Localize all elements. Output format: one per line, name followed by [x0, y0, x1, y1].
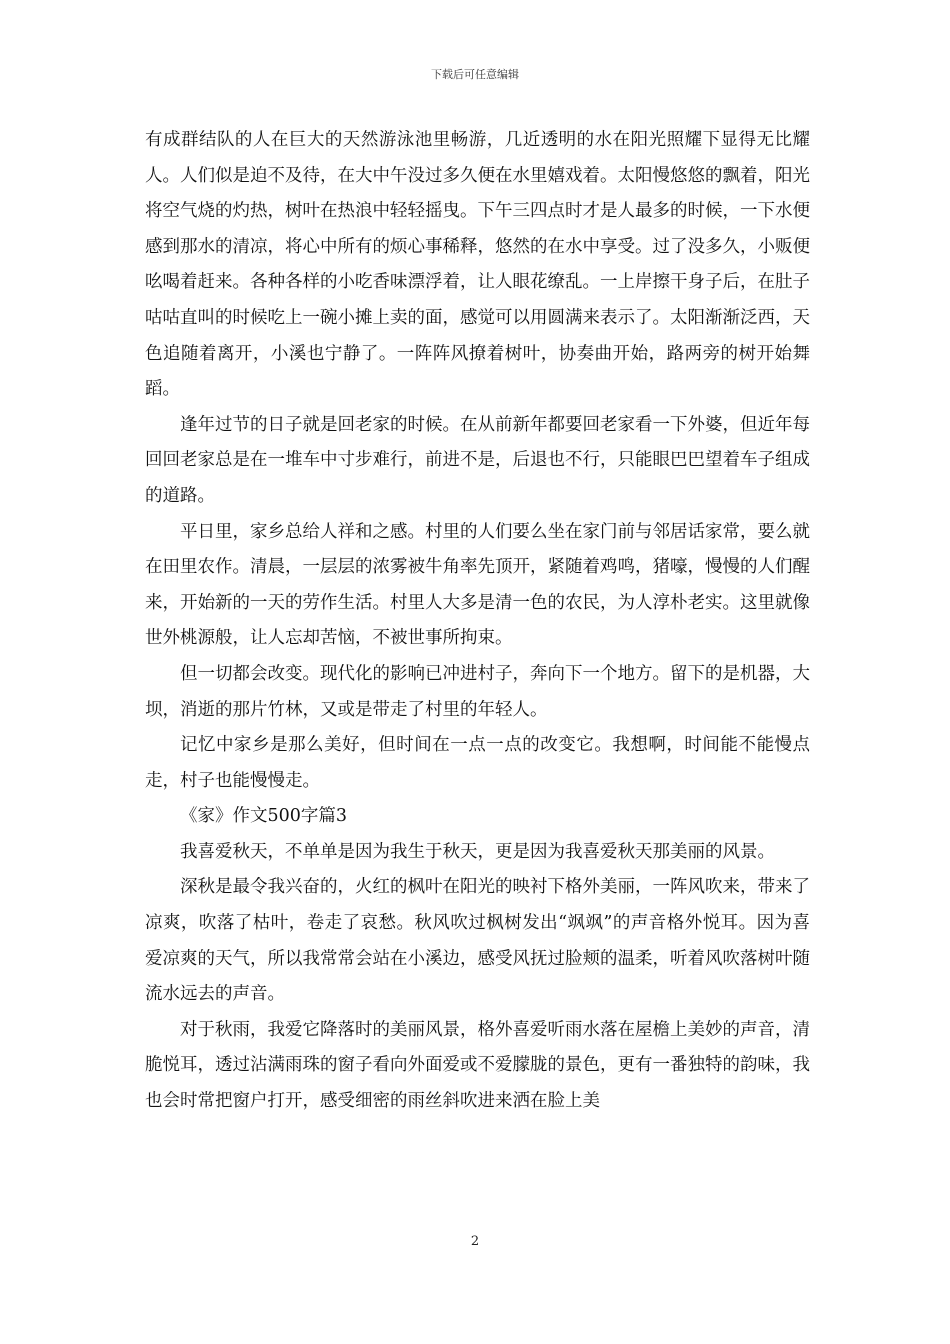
paragraph-4: 但一切都会改变。现代化的影响已冲进村子，奔向下一个地方。留下的是机器，大坝，消逝的那片竹林，又或是带走了村里的年轻人。 [145, 663, 810, 720]
paragraph-5: 记忆中家乡是那么美好，但时间在一点一点的改变它。我想啊，时间能不能慢点走，村子也能慢慢走。 [145, 735, 810, 791]
paragraph-3: 平日里，家乡总给人祥和之感。村里的人们要么坐在家门前与邻居话家常，要么就在田里农作。清晨，一层层的浓雾被牛角率先顶开，紧随着鸡鸣，猪嚎，慢慢的人们醒来，开始新的一天的劳作生活。村里人大多是清一色的农民，为人淳朴老实。这里就像世外桃源般，让人忘却苦恼，不被世事所拘束。 [145, 521, 810, 649]
page-number: 2 [470, 1234, 480, 1249]
page-header: 下载后可任意编辑 [431, 68, 519, 81]
paragraph-8: 对于秋雨，我爱它降落时的美丽风景，格外喜爱听雨水落在屋檐上美妙的声音，清脆悦耳，透过沾满雨珠的窗子看向外面爱或不爱朦胧的景色，更有一番独特的韵味，我也会时常把窗户打开，感受细密的雨丝斜吹进来洒在脸上美 [145, 1019, 810, 1112]
section-heading: 《家》作文500字篇3 [180, 806, 348, 827]
document-body [145, 123, 810, 1120]
paragraph-2: 逢年过节的日子就是回老家的时候。在从前新年都要回老家看一下外婆，但近年每回回老家总是在一堆车中寸步难行，前进不是，后退也不行，只能眼巴巴望着车子组成的道路。 [145, 414, 810, 506]
paragraph-1: 有成群结队的人在巨大的天然游泳池里畅游，几近透明的水在阳光照耀下显得无比耀人。人们似是迫不及待，在大中午没过多久便在水里嬉戏着。太阳慢悠悠的飘着，阳光将空气烧的灼热，树叶在热浪中轻轻摇曳。下午三四点时才是人最多的时候，一下水便感到那水的清凉，将心中所有的烦心事稀释，悠然的在水中享受。过了没多久，小贩便吆喝着赶来。各种各样的小吃香味漂浮着，让人眼花缭乱。一上岸擦干身子后，在肚子咕咕直叫的时候吃上一碗小摊上卖的面，感觉可以用圆满来表示了。太阳渐渐泛西，天色追随着离开，小溪也宁静了。一阵阵风撩着树叶，协奏曲开始，路两旁的树开始舞蹈。 [145, 130, 810, 400]
paragraph-6: 我喜爱秋天，不单单是因为我生于秋天，更是因为我喜爱秋天那美丽的风景。 [180, 841, 775, 862]
paragraph-7: 深秋是最令我兴奋的，火红的枫叶在阳光的映衬下格外美丽，一阵风吹来，带来了凉爽，吹落了枯叶，卷走了哀愁。秋风吹过枫树发出“飒飒”的声音格外悦耳。因为喜爱凉爽的天气，所以我常常会站在小溪边，感受风抚过脸颊的温柔，听着风吹落树叶随流水远去的声音。 [145, 877, 810, 1005]
